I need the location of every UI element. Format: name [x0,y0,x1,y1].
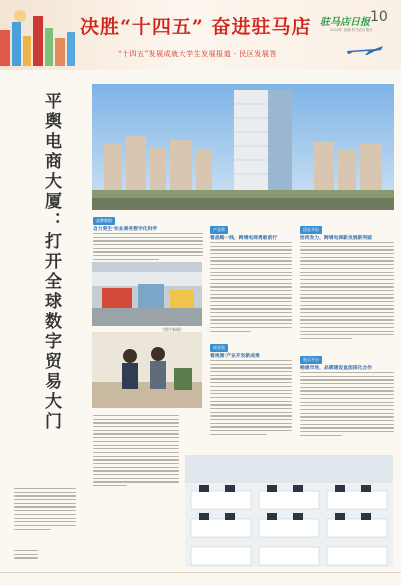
newspaper-name: 驻马店日报 [320,17,370,28]
section-title-1: 自力更生·实业商务数字化科学 [93,227,158,232]
section-title-3: 看视频·产业开发新成果 [210,354,260,359]
page-number: 10 [370,9,388,25]
section-title-5: 畅通市场，品牌建设直面深化合作 [300,366,372,371]
hero-photo-tower [92,84,394,210]
intro-note-block [14,488,76,532]
section-title-4: 协同发力，跨境电商新发展新突破 [300,236,372,241]
text-block-middle-1 [210,242,292,334]
text-block-left-1 [93,233,203,263]
section-tag-2: 产业带 [210,226,228,234]
section-title-2: 看战略一线，跨境电商勇敢前行 [210,236,278,241]
section-tag-4: 团业开拓 [300,226,322,234]
byline-block [14,550,38,561]
tower-photo [92,84,394,210]
section-tag-5: 展示平台 [300,356,322,364]
office-photo [185,455,393,567]
article-headline: 平舆电商大厦：打开全球数字贸易大门 [41,92,61,432]
page-title: 决胜“十四五” 奋进驻马店 [80,16,312,38]
team-photo [92,332,202,408]
text-block-right-2 [300,372,394,438]
street-scene [92,262,202,326]
street-photo [92,262,202,326]
team-scene [92,332,202,408]
header-meta: 2025年 星期 驻马店日报社 [330,28,373,32]
section-tag-3: 成业贸 [210,344,228,352]
text-block-right-1 [300,242,394,342]
page-subtitle: “十四五”发展成就大学生发展报道 · 民区发展答 [118,50,277,58]
team-photo-caption: （图片新闻） [160,327,184,332]
masthead-banner [0,0,401,70]
section-tag-1: 品牌数据 [93,217,115,225]
office-scene [185,455,393,567]
city-skyline-illustration [0,8,88,66]
text-block-middle-2 [210,360,292,437]
airplane-icon [345,44,385,56]
page-footer [0,572,401,585]
text-block-left-2 [93,415,179,489]
